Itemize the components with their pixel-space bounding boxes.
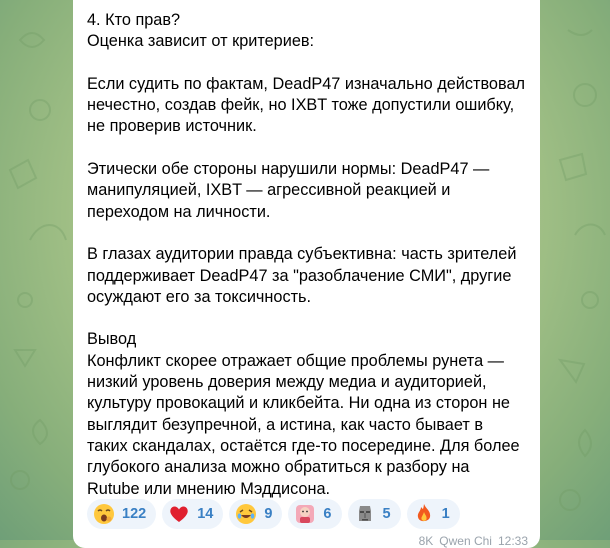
red-heart-icon	[168, 503, 190, 525]
reaction-count: 9	[264, 506, 273, 522]
reaction-moai[interactable]	[348, 499, 401, 529]
author-signature: Qwen Chi	[439, 534, 492, 548]
reaction-count: 6	[323, 506, 332, 522]
rofl-face-icon	[235, 503, 257, 525]
reaction-yawn[interactable]	[87, 499, 156, 529]
reaction-count: 14	[197, 506, 214, 522]
reaction-rofl[interactable]	[229, 499, 282, 529]
view-count: 8K	[418, 534, 434, 548]
yawning-face-icon	[93, 503, 115, 525]
message-bubble	[73, 0, 540, 548]
sticker-character-icon	[294, 503, 316, 525]
moai-icon	[354, 503, 376, 525]
message-meta	[419, 534, 528, 548]
reaction-count: 1	[441, 506, 450, 522]
message-time: 12:33	[497, 534, 528, 548]
reactions-bar	[87, 499, 460, 529]
fire-icon	[413, 503, 435, 525]
message-text: 4. Кто прав? Оценка зависит от критериев: Если судить по фактам, DeadP47 изначально действовал нечестно, создав фейк, но IXBT тоже допустили ошибку, не проверив источник. Этически обе стороны нарушили нормы: DeadP47 — манипуляцией, IXBT — агрессивной реакцией и переходом на личности. В глазах аудитории правда субъективна: часть зрителей поддерживает DeadP47 за "разоблачение СМИ", другие осуждают его за токсичность. Вывод Конфликт скорее отражает общие проблемы рунета — низкий уровень доверия между медиа и аудиторией, культуру провокаций и кликбейта. Ни одна из сторон не выглядит безупречной, а истина, как часто бывает в таких скандалах, остаётся где-то посередине. Для более глубокого анализа можно обратиться к разбору на Rutube или мнению Мэддисона.	[87, 11, 525, 498]
reaction-sticker[interactable]	[288, 499, 341, 529]
reaction-count: 5	[382, 506, 391, 522]
reaction-heart[interactable]	[162, 499, 223, 529]
reaction-count: 122	[122, 506, 147, 522]
reaction-fire[interactable]	[407, 499, 460, 529]
